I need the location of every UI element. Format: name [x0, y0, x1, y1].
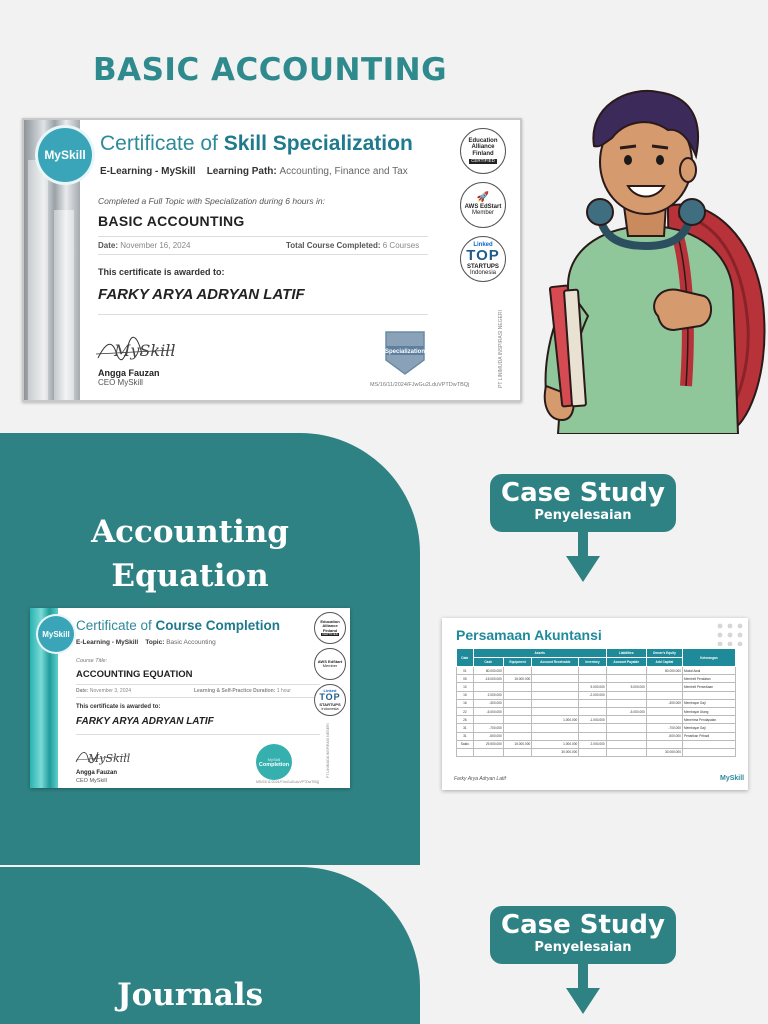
certificate-provider-line: E-Learning - MySkill Learning Path: Accounting, Finance and Tax [100, 166, 408, 177]
certificate-date: Date: November 3, 2024 [76, 688, 132, 694]
table-cell [503, 732, 531, 740]
divider [98, 254, 428, 255]
table-cell [682, 748, 735, 756]
signer-name: Angga Fauzan [98, 368, 160, 378]
table-cell [579, 667, 606, 675]
certificate-date: Date: November 16, 2024 [98, 241, 191, 250]
top-startups-seal: Linked TOP STARTUPS Indonesia [314, 684, 346, 716]
table-cell: 15.000.000 [503, 740, 531, 748]
table-cell [503, 683, 531, 691]
table-cell [579, 724, 606, 732]
table-cell: 29.500.000 [473, 740, 503, 748]
down-arrow-icon [566, 532, 600, 584]
table-cell: -2.000.000 [579, 691, 606, 699]
table-cell [646, 691, 682, 699]
myskill-logo: MySkill [38, 128, 92, 182]
svg-text:MySkill: MySkill [88, 752, 131, 765]
table-cell [606, 691, 646, 699]
table-cell: 16 [457, 699, 474, 707]
column-header: Equipment [503, 658, 531, 667]
case-study-subtitle: Penyelesaian [534, 940, 632, 955]
table-cell: -300.000 [646, 699, 682, 707]
table-cell [532, 699, 579, 707]
certificate-heading: Certificate of Skill Specialization [100, 132, 413, 155]
table-cell [532, 724, 579, 732]
table-cell: 31 [457, 724, 474, 732]
table-cell: 1.000.000 [532, 740, 579, 748]
journals-title: Journals [116, 977, 264, 1013]
top-startups-seal: Linked TOP STARTUPS Indonesia [460, 236, 506, 282]
table-row [457, 707, 736, 715]
table-cell: 26 [457, 716, 474, 724]
table-cell: 80.000.000 [473, 667, 503, 675]
table-cell [646, 683, 682, 691]
table-cell [579, 732, 606, 740]
table-cell: -5.000.000 [473, 707, 503, 715]
table-cell [646, 716, 682, 724]
case-study-callout [490, 474, 676, 532]
table-cell: 30.000.000 [532, 748, 579, 756]
signature-image [74, 744, 134, 768]
table-cell [646, 707, 682, 715]
certificate-code: MS/16/11/2024/FJwGu2LduVPTDwTBQj [370, 382, 470, 388]
table-cell [503, 748, 531, 756]
table-cell: -700.000 [473, 724, 503, 732]
table-cell: -1.000.000 [579, 716, 606, 724]
page-title: BASIC ACCOUNTING [92, 52, 448, 88]
accounting-equation-table-image [442, 618, 748, 790]
table-cell: 1.000.000 [532, 716, 579, 724]
recipient-name: FARKY ARYA ADRYAN LATIF [98, 286, 305, 303]
table-cell [682, 691, 735, 699]
education-alliance-finland-seal: Education Alliance Finland CERTIFIED [314, 612, 346, 644]
table-cell: 80.000.000 [646, 667, 682, 675]
column-header: Account Payable [606, 658, 646, 667]
table-cell [503, 699, 531, 707]
completion-badge-icon: MySkill Completion [256, 744, 292, 780]
table-cell [503, 667, 531, 675]
table-cell: Membayar Gaji [682, 699, 735, 707]
aws-edstart-seal: 🚀 AWS EdStart Member [460, 182, 506, 228]
table-cell [532, 707, 579, 715]
case-study-callout [490, 906, 676, 964]
date-header: Date [457, 649, 474, 667]
table-cell [532, 732, 579, 740]
table-cell [503, 716, 531, 724]
signer-role: CEO MySkill [76, 778, 107, 784]
column-header: Account Receivable [532, 658, 579, 667]
table-cell: 05 [457, 675, 474, 683]
table-cell: 2.000.000 [473, 691, 503, 699]
myskill-logo: MySkill [38, 616, 74, 652]
total-courses: Total Course Completed: 6 Courses [286, 241, 420, 250]
table-cell [457, 748, 474, 756]
divider [76, 734, 320, 735]
table-cell: 2.000.000 [579, 740, 606, 748]
table-cell: 5.000.000 [606, 683, 646, 691]
keterangan-header: Keterangan [682, 649, 735, 667]
table-cell: Saldo [457, 740, 474, 748]
table-cell [646, 675, 682, 683]
decorative-dots-icon [716, 622, 746, 646]
accounting-equation-title: Accounting Equation [91, 514, 289, 594]
table-cell [606, 724, 646, 732]
table-row [457, 748, 736, 756]
awarded-text: This certificate is awarded to: [98, 267, 225, 277]
table-cell: -5.000.000 [606, 707, 646, 715]
course-title: ACCOUNTING EQUATION [76, 669, 193, 680]
table-cell: -700.000 [646, 724, 682, 732]
table-row [457, 740, 736, 748]
table-cell [503, 724, 531, 732]
svg-text:MySkill: MySkill [114, 341, 176, 360]
table-cell [606, 732, 646, 740]
assets-header: Assets [473, 649, 606, 658]
table-cell: 01 [457, 667, 474, 675]
table-cell [646, 740, 682, 748]
certificate-provider-line: E-Learning - MySkill Topic: Basic Accounting [76, 639, 216, 646]
myskill-logo: MySkill [720, 775, 745, 782]
recipient-name: FARKY ARYA ADRYAN LATIF [76, 716, 214, 727]
certificate-heading: Certificate of Course Completion [76, 618, 281, 633]
divider [76, 684, 320, 685]
table-cell [579, 707, 606, 715]
table-cell: -500.000 [646, 732, 682, 740]
signer-role: CEO MySkill [98, 378, 143, 387]
divider [98, 236, 428, 237]
vertical-company-text: PT LINIMUDA INSPIRASI NEGERI [498, 310, 504, 388]
table-cell: -300.000 [473, 699, 503, 707]
aws-edstart-seal: AWS EdStart Member [314, 648, 346, 680]
owners-equity-header: Owner's Equity [646, 649, 682, 658]
table-cell [473, 683, 503, 691]
table-cell [532, 675, 579, 683]
table-cell [606, 699, 646, 707]
column-header: Add Capital [646, 658, 682, 667]
case-study-title: Case Study [500, 910, 665, 940]
table-row [457, 683, 736, 691]
table-cell [606, 675, 646, 683]
divider [76, 697, 320, 698]
education-alliance-finland-seal: Education Alliance Finland CERTIFIED [460, 128, 506, 174]
awarded-text: This certificate is awarded to: [76, 704, 161, 710]
divider [98, 314, 428, 315]
table-cell [532, 667, 579, 675]
table-cell: -500.000 [473, 732, 503, 740]
table-cell [532, 691, 579, 699]
course-title-label: Course Title: [76, 658, 108, 664]
signature-image [94, 332, 184, 366]
svg-text:Specialization: Specialization [384, 349, 426, 355]
table-cell: 22 [457, 707, 474, 715]
table-cell [503, 707, 531, 715]
table-row [457, 724, 736, 732]
table-row [457, 699, 736, 707]
table-cell [606, 667, 646, 675]
table-cell [606, 740, 646, 748]
liabilities-header: Liabilities [606, 649, 646, 658]
case-study-title: Case Study [500, 478, 665, 508]
table-row [457, 675, 736, 683]
table-cell [682, 740, 735, 748]
table-cell [579, 748, 606, 756]
certificate-topic: BASIC ACCOUNTING [98, 213, 245, 229]
table-cell: Membeli Peralatan [682, 675, 735, 683]
table-cell: Membeli Persediaan [682, 683, 735, 691]
table-cell: 30.000.000 [646, 748, 682, 756]
table-cell [606, 716, 646, 724]
skill-specialization-certificate [22, 118, 522, 402]
table-cell [473, 748, 503, 756]
course-duration: Learning & Self-Practice Duration: 1 hour [194, 688, 291, 694]
course-completion-certificate [30, 608, 350, 788]
table-cell [532, 683, 579, 691]
table-cell [579, 699, 606, 707]
table-cell: Menerima Pendapatan [682, 716, 735, 724]
table-row [457, 732, 736, 740]
down-arrow-icon [566, 964, 600, 1016]
equation-table [456, 648, 736, 757]
case-study-subtitle: Penyelesaian [534, 508, 632, 523]
table-cell: -15.000.000 [473, 675, 503, 683]
completed-text: Completed a Full Topic with Specialization during 6 hours in: [98, 196, 325, 206]
table-cell: Membayar Utang [682, 707, 735, 715]
table-row [457, 691, 736, 699]
table-cell: Penarikan Pribadi [682, 732, 735, 740]
table-cell: Modal Awal [682, 667, 735, 675]
table-cell: 5.000.000 [579, 683, 606, 691]
table-author-signature: Farky Arya Adryan Latif [454, 776, 506, 782]
column-header: Inventory [579, 658, 606, 667]
signer-name: Angga Fauzan [76, 770, 118, 776]
table-title: Persamaan Akuntansi [456, 627, 602, 643]
table-cell: 15.000.000 [503, 675, 531, 683]
vertical-company-text: PT LINIMUDA INSPIRASI NEGERI [326, 723, 330, 778]
column-header: Cash [473, 658, 503, 667]
table-cell: 31 [457, 732, 474, 740]
table-cell [606, 748, 646, 756]
table-cell: 15 [457, 691, 474, 699]
table-cell [503, 691, 531, 699]
certificate-code: MS/03/11/2024/FJwGu2LduVPTDwTBQj [256, 780, 320, 784]
student-illustration [528, 86, 768, 434]
table-cell [579, 675, 606, 683]
specialization-badge-icon [382, 328, 428, 376]
table-cell: Membayar Gaji [682, 724, 735, 732]
table-cell [473, 716, 503, 724]
table-row [457, 667, 736, 675]
table-row [457, 716, 736, 724]
table-cell: 10 [457, 683, 474, 691]
